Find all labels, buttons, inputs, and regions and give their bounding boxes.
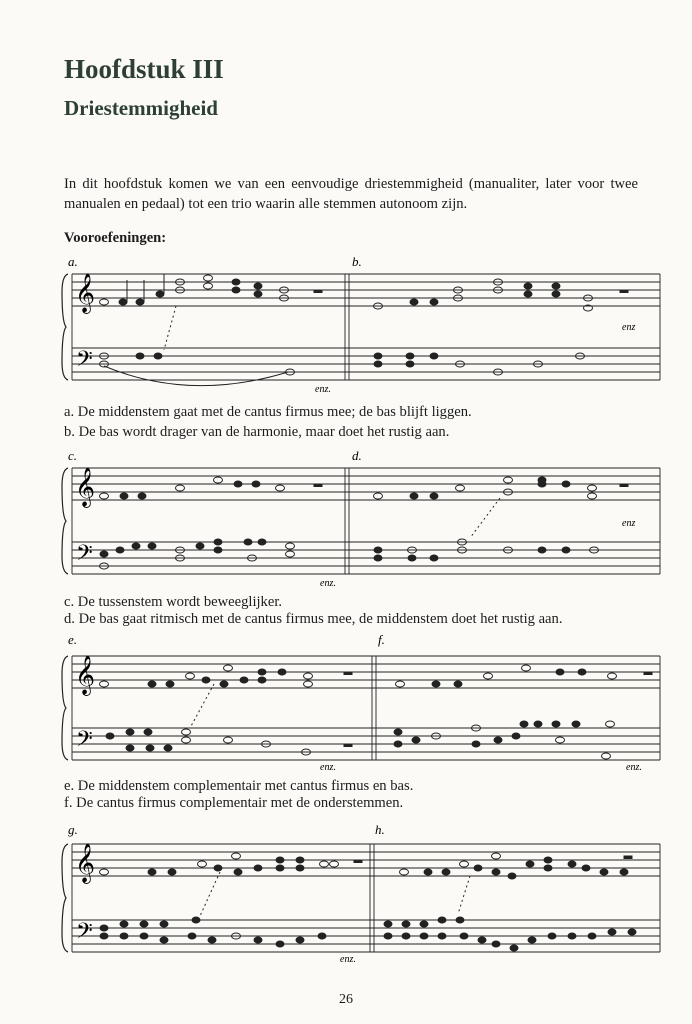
page-number: 26 <box>339 992 353 1007</box>
treble-clef-icon: 𝄞 <box>75 843 96 883</box>
section-heading: Vooroefeningen: <box>64 230 167 246</box>
caption-c: c. De tussenstem wordt beweeglijker. <box>64 594 283 610</box>
notes-e <box>100 665 353 755</box>
example-label-h: h. <box>375 822 385 837</box>
bass-clef-icon: 𝄢 <box>76 727 93 757</box>
notes-d <box>374 477 629 561</box>
notes-f <box>394 665 652 759</box>
notes-c <box>100 477 323 569</box>
etc-marker-c: enz. <box>320 578 336 589</box>
caption-b: b. De bas wordt drager van de harmonie, maar doet het rustig aan. <box>64 424 450 440</box>
staff-lines <box>72 468 660 574</box>
caption-a: a. De middenstem gaat met de cantus firmus mee; de bas blijft liggen. <box>64 404 472 420</box>
etc-marker-f: enz. <box>626 762 642 773</box>
system-brace <box>62 844 68 952</box>
staff-lines <box>72 274 660 380</box>
bass-clef-icon: 𝄢 <box>76 919 93 949</box>
etc-marker-d: enz <box>622 518 636 529</box>
notes-g <box>100 853 363 947</box>
voice-leading-line <box>164 306 176 350</box>
music-system-ef <box>0 630 692 780</box>
chapter-title: Hoofdstuk III <box>64 54 224 84</box>
example-label-d: d. <box>352 448 362 463</box>
example-label-c: c. <box>68 448 78 463</box>
example-label-g: g. <box>68 822 78 837</box>
caption-f: f. De cantus firmus complementair met de onderstemmen. <box>64 795 404 811</box>
music-system-ab <box>0 252 692 402</box>
treble-clef-icon: 𝄞 <box>75 467 96 507</box>
intro-paragraph: In dit hoofdstuk komen we van een eenvoudige driestemmigheid (manualiter, later voor twee manualen en pedaal) tot een trio waarin alle stemmen autonoom zijn. <box>64 176 638 212</box>
example-label-e: e. <box>68 632 78 647</box>
caption-d: d. De bas gaat ritmisch met de cantus firmus mee, de middenstem doet het rustig aan. <box>64 611 563 627</box>
system-brace <box>62 656 68 760</box>
staff-lines <box>72 656 660 760</box>
bass-clef-icon: 𝄢 <box>76 541 93 571</box>
treble-clef-icon: 𝄞 <box>75 655 96 695</box>
voice-leading-line <box>190 684 214 728</box>
caption-e: e. De middenstem complementair met cantus firmus en bas. <box>64 778 414 794</box>
example-label-b: b. <box>352 254 362 269</box>
music-system-gh <box>0 820 692 970</box>
treble-clef-icon: 𝄞 <box>75 273 96 313</box>
etc-marker-b: enz <box>622 322 636 333</box>
voice-leading-line <box>200 872 220 916</box>
voice-leading-line <box>458 876 470 914</box>
bass-clef-icon: 𝄢 <box>76 347 93 377</box>
system-brace <box>62 468 68 574</box>
system-brace <box>62 274 68 380</box>
music-system-cd <box>0 446 692 596</box>
etc-marker-a: enz. <box>315 384 331 395</box>
notes-a <box>100 274 323 375</box>
example-label-f: f. <box>378 632 385 647</box>
example-label-a: a. <box>68 254 78 269</box>
chapter-subtitle: Driestemmigheid <box>64 96 218 120</box>
etc-marker-e: enz. <box>320 762 336 773</box>
voice-leading-line <box>470 498 500 538</box>
tie-slur <box>104 366 288 386</box>
etc-marker-g: enz. <box>340 954 356 965</box>
notes-b <box>374 279 629 375</box>
